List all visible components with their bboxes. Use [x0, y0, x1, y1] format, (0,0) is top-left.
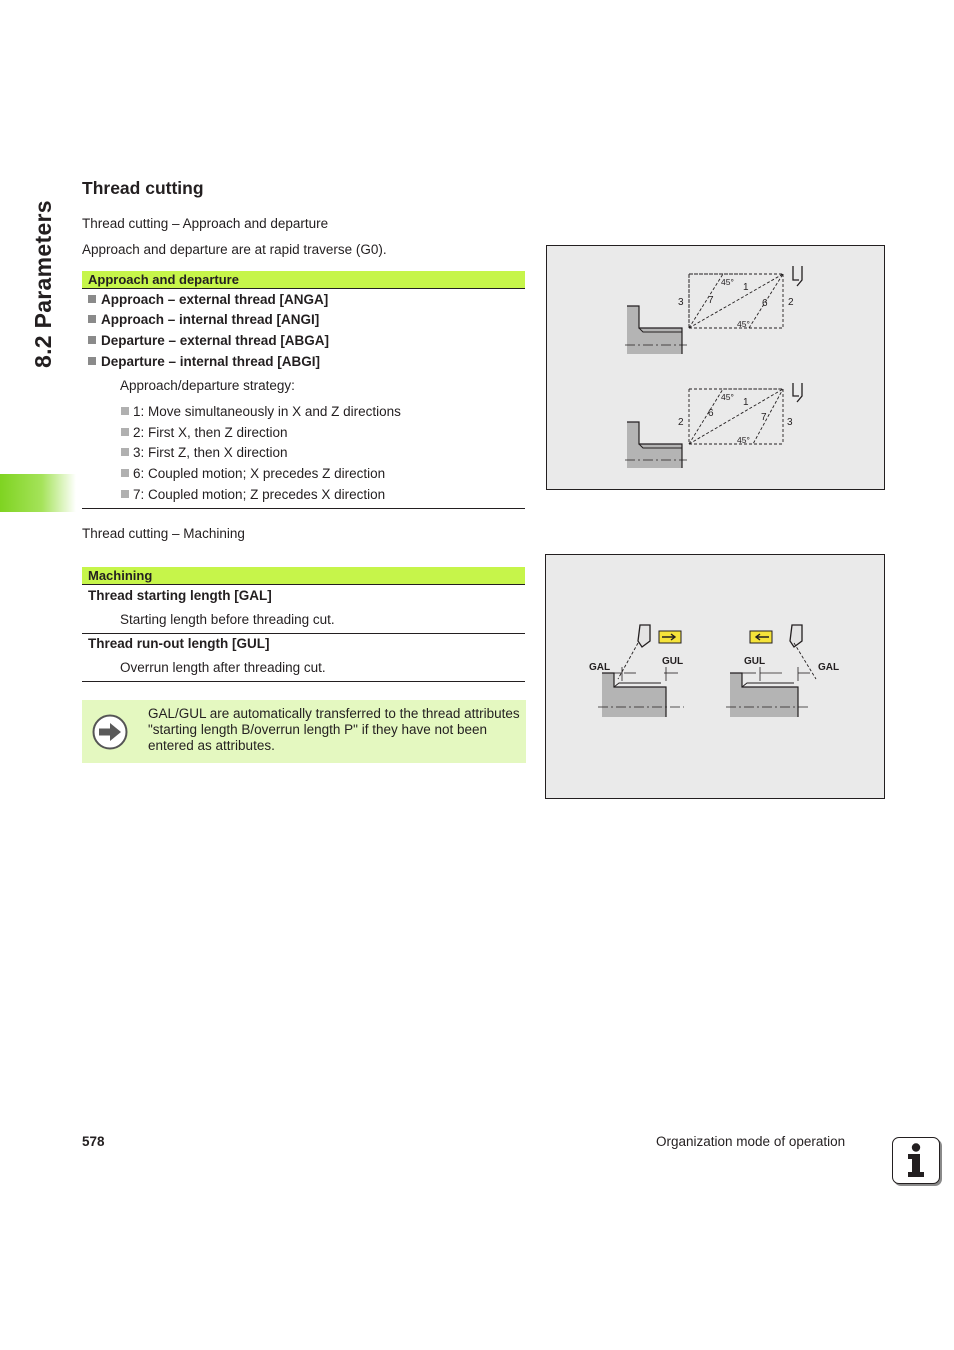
strategy-option-label: 6: Coupled motion; X precedes Z direction [133, 466, 386, 481]
intro-caption: Thread cutting – Approach and departure [82, 216, 329, 231]
approach-line-right [794, 643, 816, 679]
gal-label: GAL [818, 662, 840, 673]
param-angi [88, 312, 319, 327]
path-label: 1 [743, 282, 749, 293]
strategy-option [121, 404, 401, 419]
approach-line-left [618, 643, 638, 679]
bullet-square-icon [88, 357, 96, 365]
arrow-right-icon [91, 714, 129, 750]
bullet-square-icon [121, 428, 129, 436]
param-abga [88, 333, 329, 348]
tool-left [638, 625, 650, 647]
tool-bottom [793, 383, 802, 402]
strategy-option-label: 7: Coupled motion; Z precedes X direction [133, 487, 386, 502]
path-label: 3 [678, 297, 684, 308]
angle-label: 45° [737, 435, 750, 445]
strategy-option [121, 487, 385, 502]
chapter-side-title [26, 180, 60, 370]
strategy-option [121, 445, 288, 460]
angle-label: 45° [721, 277, 734, 287]
gal-label: GAL [589, 662, 611, 673]
intro-text: Approach and departure are at rapid traverse (G0). [82, 242, 387, 257]
bullet-square-icon [88, 336, 96, 344]
table-rule [82, 508, 525, 509]
footer-chapter: Organization mode of operation [656, 1134, 846, 1149]
path-label: 6 [762, 298, 768, 309]
param-gal-desc: Starting length before threading cut. [120, 612, 335, 627]
page-number: 578 [82, 1134, 105, 1149]
param-gul-desc: Overrun length after threading cut. [120, 660, 326, 675]
dimension-lines-left [610, 667, 678, 681]
param-abgi-label: Departure – internal thread [ABGI] [101, 354, 321, 369]
workpiece-right [726, 673, 808, 717]
path-label: 7 [708, 295, 714, 306]
bullet-square-icon [121, 490, 129, 498]
path-label: 2 [788, 297, 794, 308]
angle-label: 45° [737, 319, 750, 329]
thread-length-diagram [546, 555, 884, 798]
note-text: GAL/GUL are automatically transferred to the thread attributes "starting length B/overrun length P" if they have not been entered as attributes. [148, 706, 520, 753]
info-icon [892, 1137, 940, 1184]
path-label: 6 [708, 408, 714, 419]
thread-length-figure [545, 554, 885, 799]
strategy-label: Approach/departure strategy: [120, 378, 295, 393]
path-label: 1 [743, 397, 749, 408]
chapter-side-title-text: 8.2 Parameters [30, 200, 56, 368]
strategy-labels-bottom [678, 392, 793, 445]
tool-right [790, 625, 802, 647]
bullet-square-icon [121, 469, 129, 477]
workpiece-bottom [625, 422, 687, 468]
strategy-option [121, 466, 385, 481]
chapter-tab-marker [0, 474, 76, 512]
info-glyph [893, 1138, 938, 1182]
machining-table-header: Machining [82, 567, 525, 585]
param-angi-label: Approach – internal thread [ANGI] [101, 312, 320, 327]
strategy-option-label: 3: First Z, then X direction [133, 445, 288, 460]
param-gul: Thread run-out length [GUL] [88, 636, 270, 651]
dimension-lines-right [742, 667, 810, 681]
path-label: 7 [761, 412, 767, 423]
table-rule [82, 681, 525, 682]
approach-departure-diagram [547, 246, 884, 489]
gul-label: GUL [662, 656, 684, 667]
param-abga-label: Departure – external thread [ABGA] [101, 333, 330, 348]
machining-caption: Thread cutting – Machining [82, 526, 245, 541]
gul-label: GUL [744, 656, 766, 667]
bullet-square-icon [121, 407, 129, 415]
strategy-option [121, 425, 288, 440]
strategy-paths-top [689, 274, 783, 328]
path-label: 3 [787, 417, 793, 428]
workpiece-top [625, 306, 687, 354]
section-title: Thread cutting [82, 178, 204, 198]
param-abgi [88, 354, 320, 369]
path-label: 2 [678, 417, 684, 428]
strategy-paths-bottom [689, 389, 783, 444]
strategy-option-label: 2: First X, then Z direction [133, 425, 288, 440]
tool-top [793, 266, 802, 286]
approach-table-header: Approach and departure [82, 271, 525, 289]
table-rule [82, 633, 525, 634]
param-gal: Thread starting length [GAL] [88, 588, 272, 603]
workpiece-left [598, 673, 684, 717]
bullet-square-icon [121, 448, 129, 456]
param-anga [88, 292, 328, 307]
approach-departure-figure [546, 245, 885, 490]
bullet-square-icon [88, 295, 96, 303]
strategy-option-label: 1: Move simultaneously in X and Z directions [133, 404, 401, 419]
note-box [82, 700, 526, 763]
param-anga-label: Approach – external thread [ANGA] [101, 292, 329, 307]
angle-label: 45° [721, 392, 734, 402]
bullet-square-icon [88, 315, 96, 323]
